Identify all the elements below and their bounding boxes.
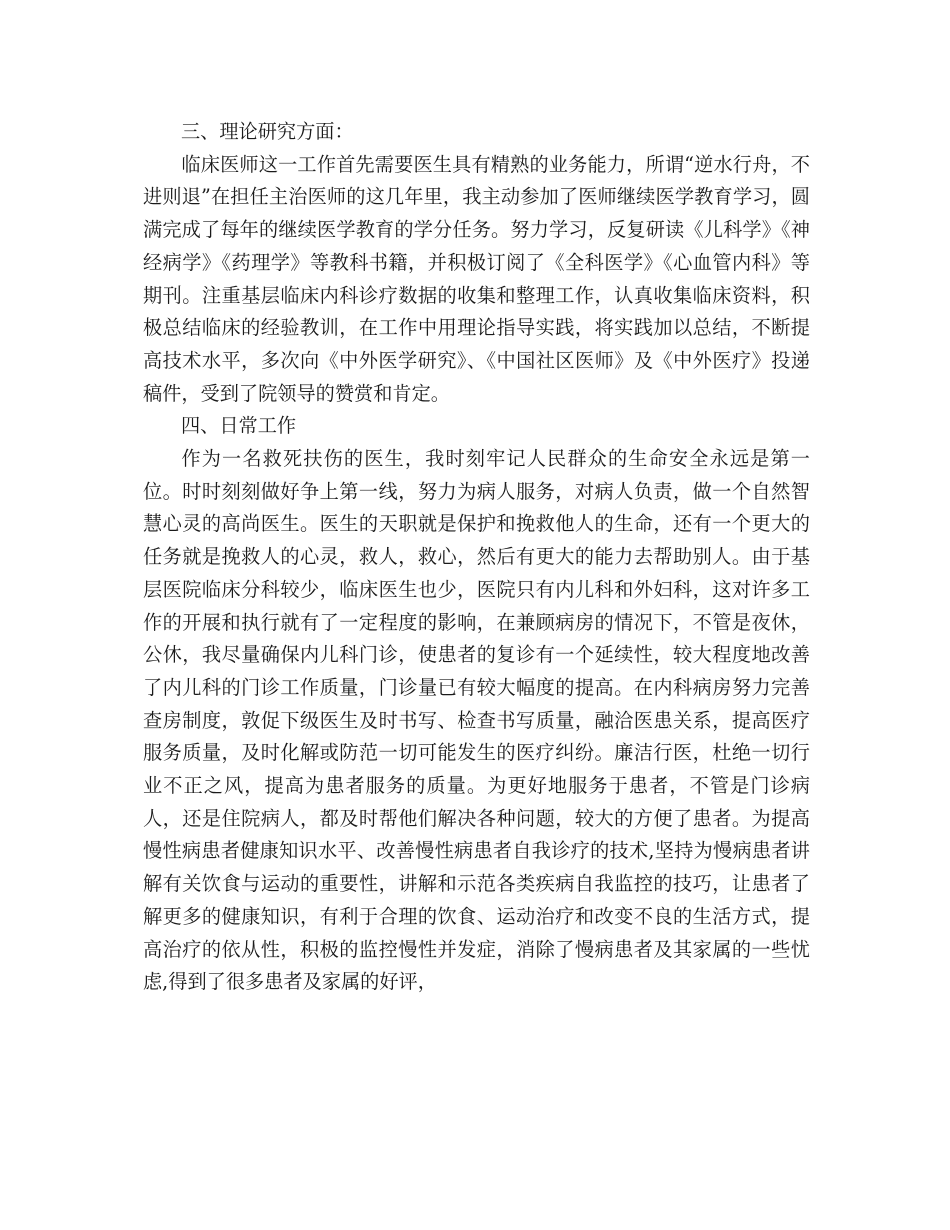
document-body <box>143 116 810 999</box>
section-heading-daily-work: 四、日常工作 <box>181 414 297 438</box>
paragraph-theory-research: 临床医师这一工作首先需要医生具有精熟的业务能力，所谓“逆水行舟，不进则退”在担任主治医师的这几年里，我主动参加了医师继续医学教育学习，圆满完成了每年的继续医学教育的学分任务。努力学习，反复研读《儿科学》《神经病学》《药理学》等教科书籍，并积极订阅了《全科医学》《心血管内科》等期刊。注重基层临床内科诊疗数据的收集和整理工作，认真收集临床资料，积极总结临床的经验教训，在工作中用理论指导实践，将实践加以总结，不断提高技术水平，多次向《中外医学研究》、《中国社区医师》及《中外医疗》投递稿件，受到了院领导的赞赏和肯定。 <box>143 152 810 405</box>
section-heading-theory-research: 三、理论研究方面： <box>181 120 354 143</box>
paragraph-daily-work: 作为一名救死扶伤的医生，我时刻牢记人民群众的生命安全永远是第一位。时时刻刻做好争上第一线，努力为病人服务，对病人负责，做一个自然智慧心灵的高尚医生。医生的天职就是保护和挽救他人的生命，还有一个更大的任务就是挽救人的心灵，救人，救心，然后有更大的能力去帮助别人。由于基层医院临床分科较少，临床医生也少，医院只有内儿科和外妇科，这对许多工作的开展和执行就有了一定程度的影响，在兼顾病房的情况下，不管是夜休，公休，我尽量确保内儿科门诊，使患者的复诊有一个延续性，较大程度地改善了内儿科的门诊工作质量，门诊量已有较大幅度的提高。在内科病房努力完善查房制度，敦促下级医生及时书写、检查书写质量，融洽医患关系，提高医疗服务质量，及时化解或防范一切可能发生的医疗纠纷。廉洁行医，杜绝一切行业不正之风，提高为患者服务的质量。为更好地服务于患者，不管是门诊病人，还是住院病人，都及时帮他们解决各种问题，较大的方便了患者。为提高慢性病患者健康知识水平、改善慢性病患者自我诊疗的技术,坚持为慢病患者讲解有关饮食与运动的重要性，讲解和示范各类疾病自我监控的技巧，让患者了解更多的健康知识，有利于合理的饮食、运动治疗和改变不良的生活方式，提高治疗的依从性，积极的监控慢性并发症，消除了慢病患者及其家属的一些忧虑,得到了很多患者及家属的好评， <box>143 447 810 994</box>
